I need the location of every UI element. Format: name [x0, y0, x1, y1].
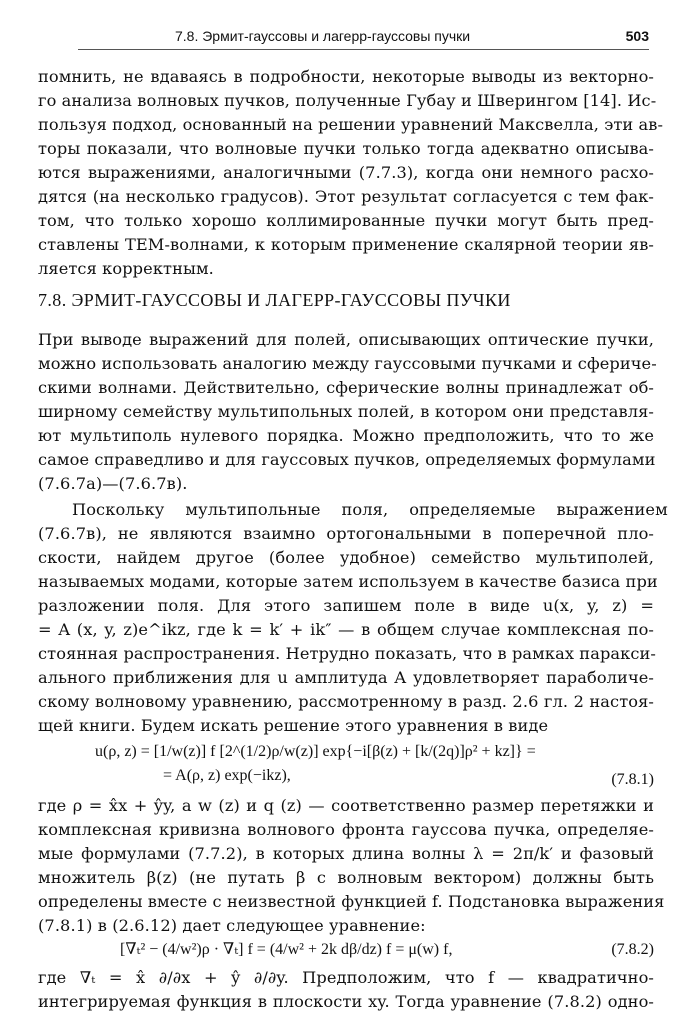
- text-line: том, что только хорошо коллимированные пучки могут быть пред-: [38, 211, 654, 230]
- text-line: где ∇ₜ = x̂ ∂/∂x + ŷ ∂/∂y. Предположим, что f — квадратично-: [38, 968, 654, 987]
- text-line: торы показали, что волновые пучки только тогда адекватно описыва-: [38, 139, 654, 158]
- text-line: пользуя подход, основанный на решении уравнений Максвелла, эти ав-: [38, 115, 664, 134]
- text-line: (7.6.7а)—(7.6.7в).: [38, 474, 188, 493]
- text-line: можно использовать аналогию между гауссовыми пучками и сфериче-: [38, 354, 657, 373]
- text-line: скости, найдем другое (более удобное) семейство мультиполей,: [38, 548, 654, 567]
- text-line: (7.8.1) в (2.6.12) дает следующее уравнение:: [38, 916, 426, 935]
- text-line: При выводе выражений для полей, описывающих оптические пучки,: [38, 330, 654, 349]
- text-line: помнить, не вдаваясь в подробности, некоторые выводы из векторно-: [38, 67, 654, 86]
- text-line: ляется корректным.: [38, 259, 214, 278]
- text-line: ют мультиполь нулевого порядка. Можно предположить, что то же: [38, 426, 654, 445]
- running-title: 7.8. Эрмит-гауссовы и лагерр-гауссовы пучки: [175, 28, 471, 44]
- text-line: щей книги. Будем искать решение этого уравнения в виде: [38, 716, 549, 735]
- text-line: комплексная кривизна волнового фронта гауссова пучка, определяе-: [38, 820, 654, 839]
- text-line: называемых модами, которые затем используем в качестве базиса при: [38, 572, 658, 591]
- text-line: = A (x, y, z)e^ikz, где k = k′ + ik″ — в общем случае комплексная по-: [38, 620, 654, 639]
- text-line: ются выражениями, аналогичными (7.7.3), когда они немного расхо-: [38, 163, 654, 182]
- text-line: самое справедливо и для гауссовых пучков, определяемых формулами: [38, 450, 656, 469]
- text-line: Поскольку мультипольные поля, определяемые выражением: [72, 500, 668, 519]
- text-line: скими волнами. Действительно, сферические волны принадлежат об-: [38, 378, 654, 397]
- text-line: ставлены ТЕМ-волнами, к которым применение скалярной теории яв-: [38, 235, 654, 254]
- text-line: ального приближения для u амплитуда A удовлетворяет параболиче-: [38, 668, 654, 687]
- text-line: стоянная распространения. Нетрудно показать, что в рамках паракси-: [38, 644, 657, 663]
- equation-number: (7.8.1): [611, 771, 654, 788]
- text-line: мые формулами (7.7.2), в которых длина волны λ = 2π/k′ и фазовый: [38, 844, 654, 863]
- equation-7-8-1-line1: u(ρ, z) = [1/w(z)] f [2^(1/2)ρ/w(z)] exp{−i[β(z) + [k/(2q)]ρ² + kz]} =: [95, 743, 536, 760]
- text-line: где ρ = x̂x + ŷy, а w (z) и q (z) — соответственно размер перетяжки и: [38, 796, 654, 815]
- text-line: ширному семейству мультипольных полей, в котором они представля-: [38, 402, 654, 421]
- header-rule: [78, 49, 649, 50]
- text-line: скому волновому уравнению, рассмотренному в разд. 2.6 гл. 2 настоя-: [38, 692, 654, 711]
- text-line: дятся (на несколько градусов). Этот результат согласуется с тем фак-: [38, 187, 654, 206]
- text-line: (7.6.7в), не являются взаимно ортогональными в поперечной пло-: [38, 524, 654, 543]
- text-line: разложении поля. Для этого запишем поле в виде u(x, y, z) =: [38, 596, 654, 615]
- equation-number: (7.8.2): [611, 941, 654, 958]
- equation-7-8-1-line2: = A(ρ, z) exp(−ikz),: [163, 767, 291, 784]
- text-line: го анализа волновых пучков, полученные Губау и Шверингом [14]. Ис-: [38, 91, 657, 110]
- text-line: множитель β(z) (не путать β с волновым вектором) должны быть: [38, 868, 654, 887]
- section-heading: 7.8. ЭРМИТ-ГАУССОВЫ И ЛАГЕРР-ГАУССОВЫ ПУЧКИ: [38, 290, 511, 310]
- text-line: определены вместе с неизвестной функцией f. Подстановка выражения: [38, 892, 665, 911]
- page-number: 503: [625, 28, 649, 44]
- equation-7-8-2: [∇ₜ² − (4/w²)ρ · ∇ₜ] f = (4/w² + 2k dβ/dz) f = μ(w) f,: [120, 941, 453, 958]
- text-line: интегрируемая функция в плоскости xy. Тогда уравнение (7.8.2) одно-: [38, 992, 654, 1011]
